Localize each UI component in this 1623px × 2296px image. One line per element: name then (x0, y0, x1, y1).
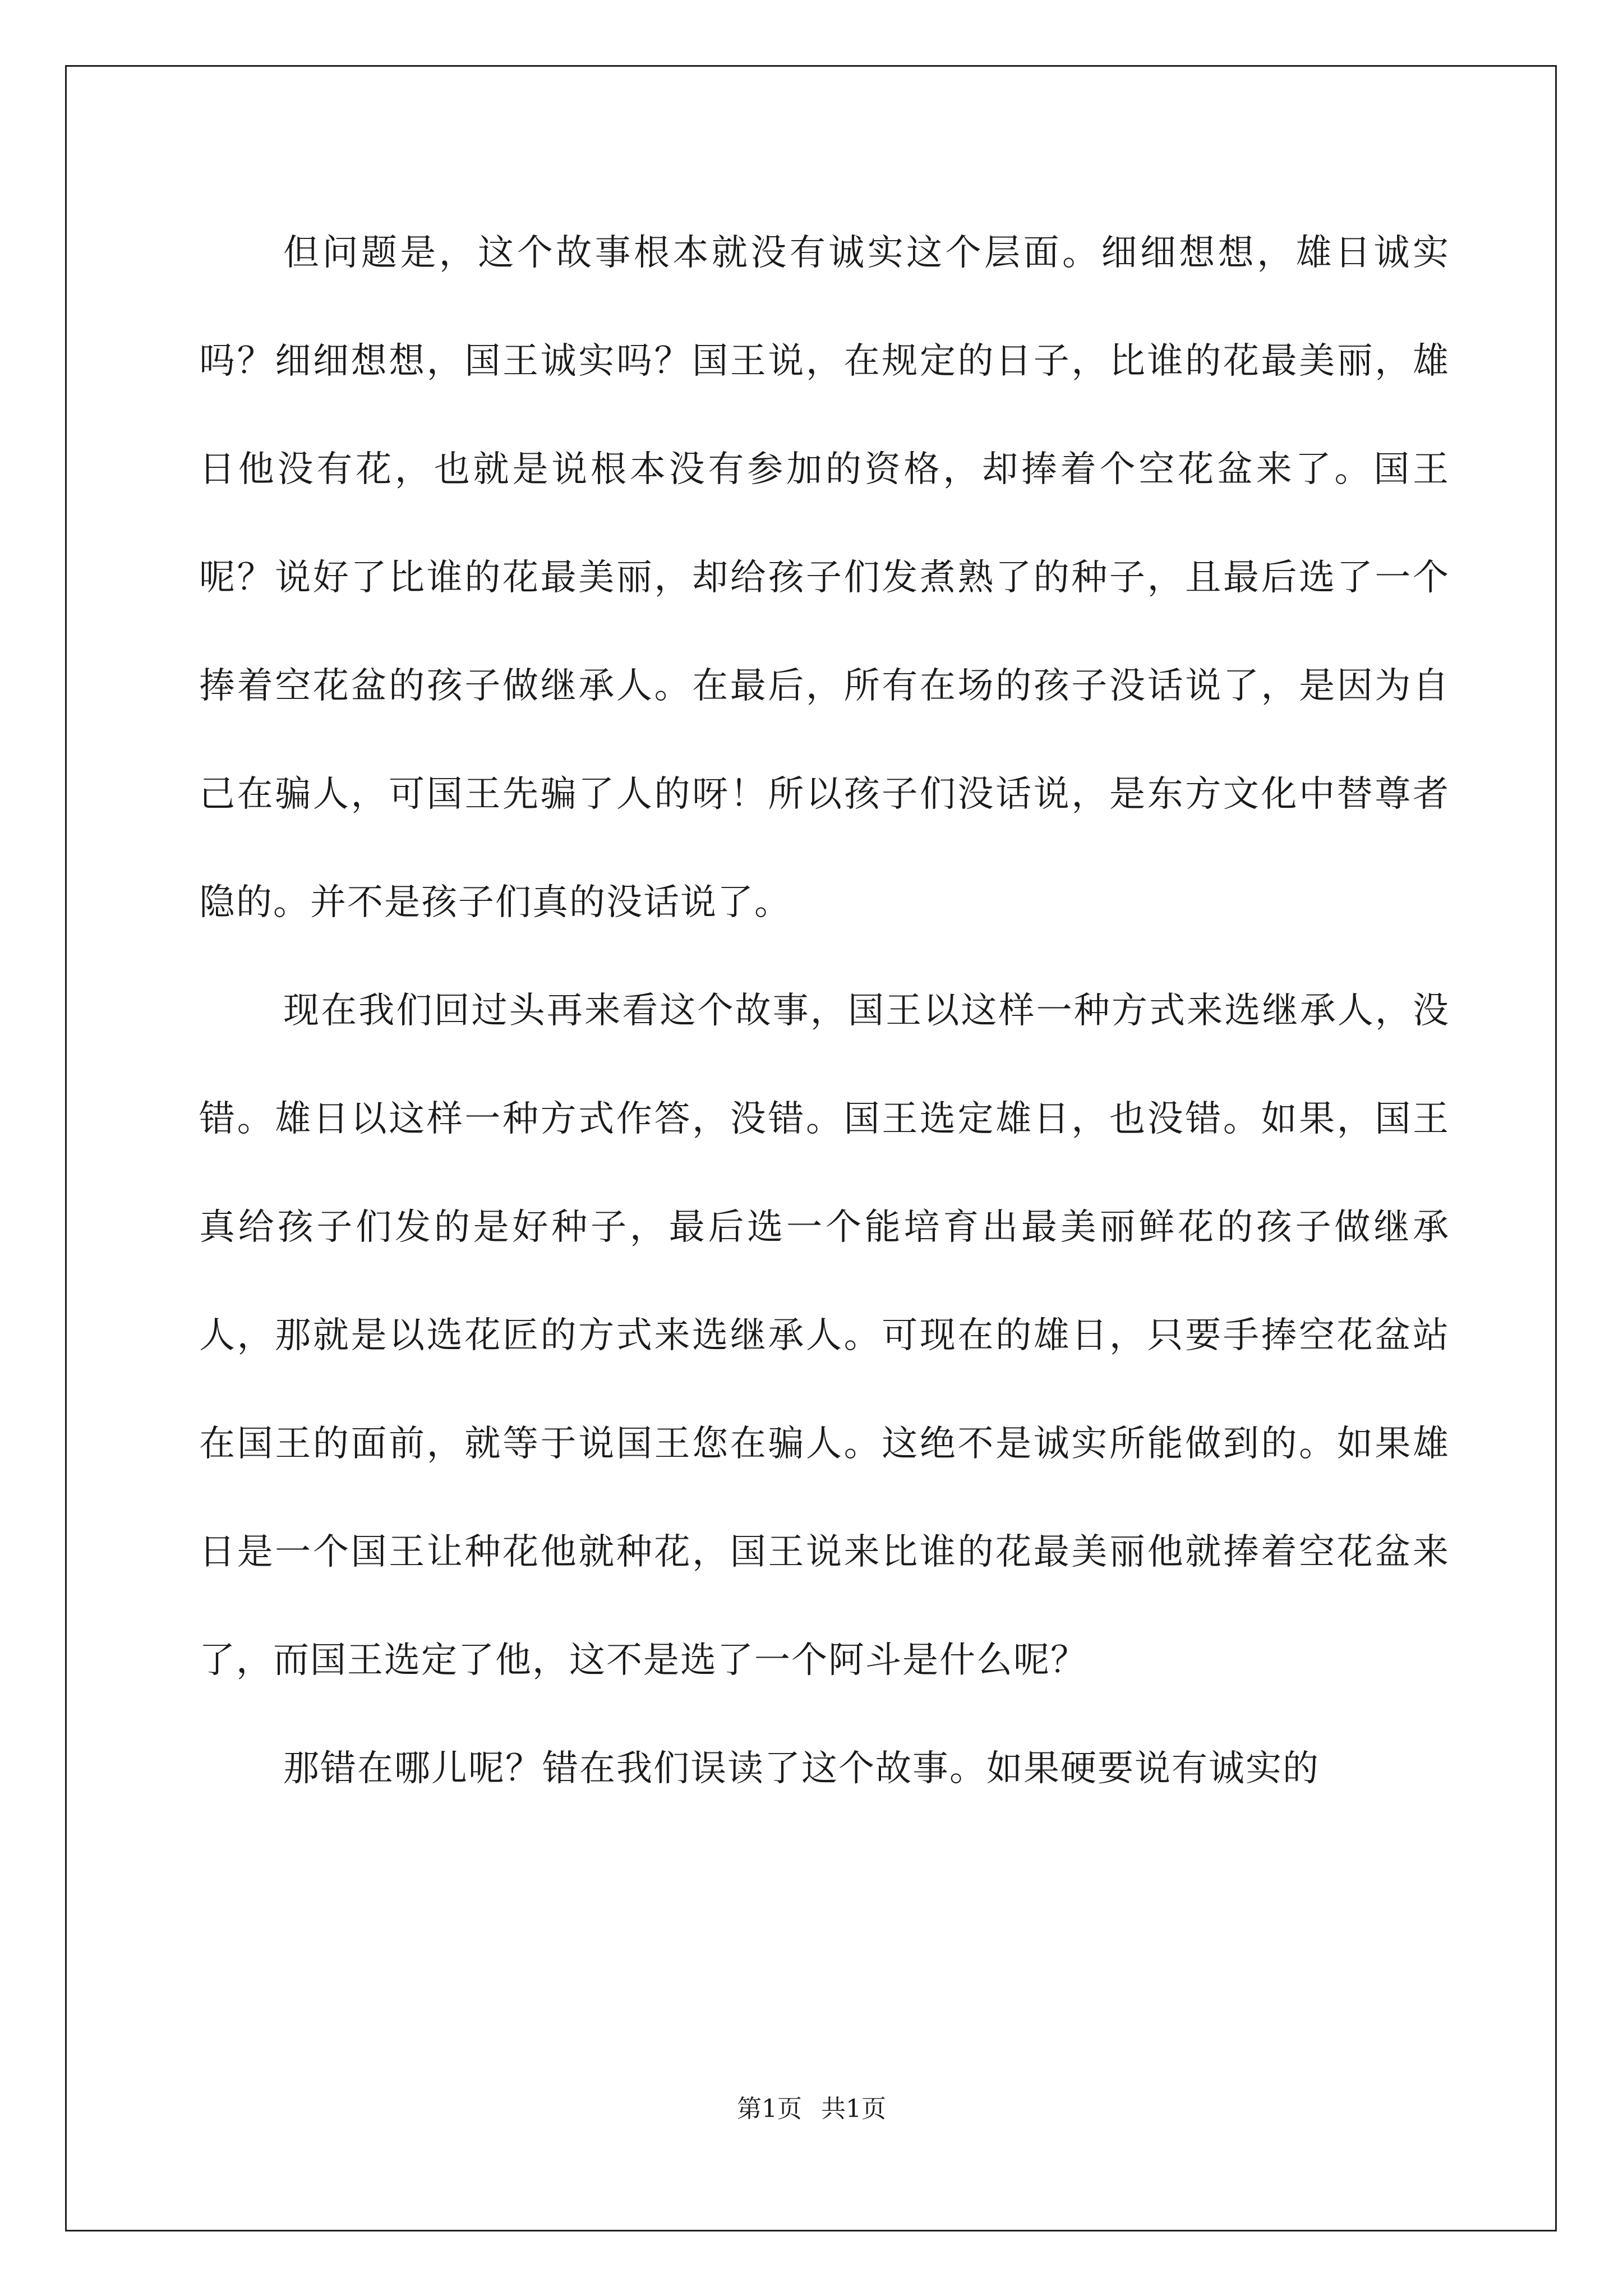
page-total: 共1页 (821, 2095, 886, 2123)
page-number: 第1页 (737, 2095, 802, 2123)
paragraph-2: 现在我们回过头再来看这个故事，国王以这样一种方式来选继承人，没错。雄日以这样一种方式作答，没错。国王选定雄日，也没错。如果，国王真给孩子们发的是好种子，最后选一个能培育出最美丽鲜花的孩子做继承人，那就是以选花匠的方式来选继承人。可现在的雄日，只要手捧空花盆站在国王的面前，就等于说国王您在骗人。这绝不是诚实所能做到的。如果雄日是一个国王让种花他就种花，国王说来比谁的花最美丽他就捧着空花盆来了，而国王选定了他，这不是选了一个阿斗是什么呢？ (199, 990, 1450, 1681)
paragraph-1: 但问题是，这个故事根本就没有诚实这个层面。细细想想，雄日诚实吗？细细想想，国王诚实吗？国王说，在规定的日子，比谁的花最美丽，雄日他没有花，也就是说根本没有参加的资格，却捧着个空花盆来了。国王呢？说好了比谁的花最美丽，却给孩子们发煮熟了的种子，且最后选了一个捧着空花盆的孩子做继承人。在最后，所有在场的孩子没话说了，是因为自己在骗人，可国王先骗了人的呀！所以孩子们没话说，是东方文化中替尊者隐的。并不是孩子们真的没话说了。 (199, 232, 1450, 923)
paragraph-3: 那错在哪儿呢？错在我们误读了这个故事。如果硬要说有诚实的 (283, 1748, 1320, 1789)
page-footer (0, 2092, 1623, 2126)
document-body (199, 199, 1450, 1823)
